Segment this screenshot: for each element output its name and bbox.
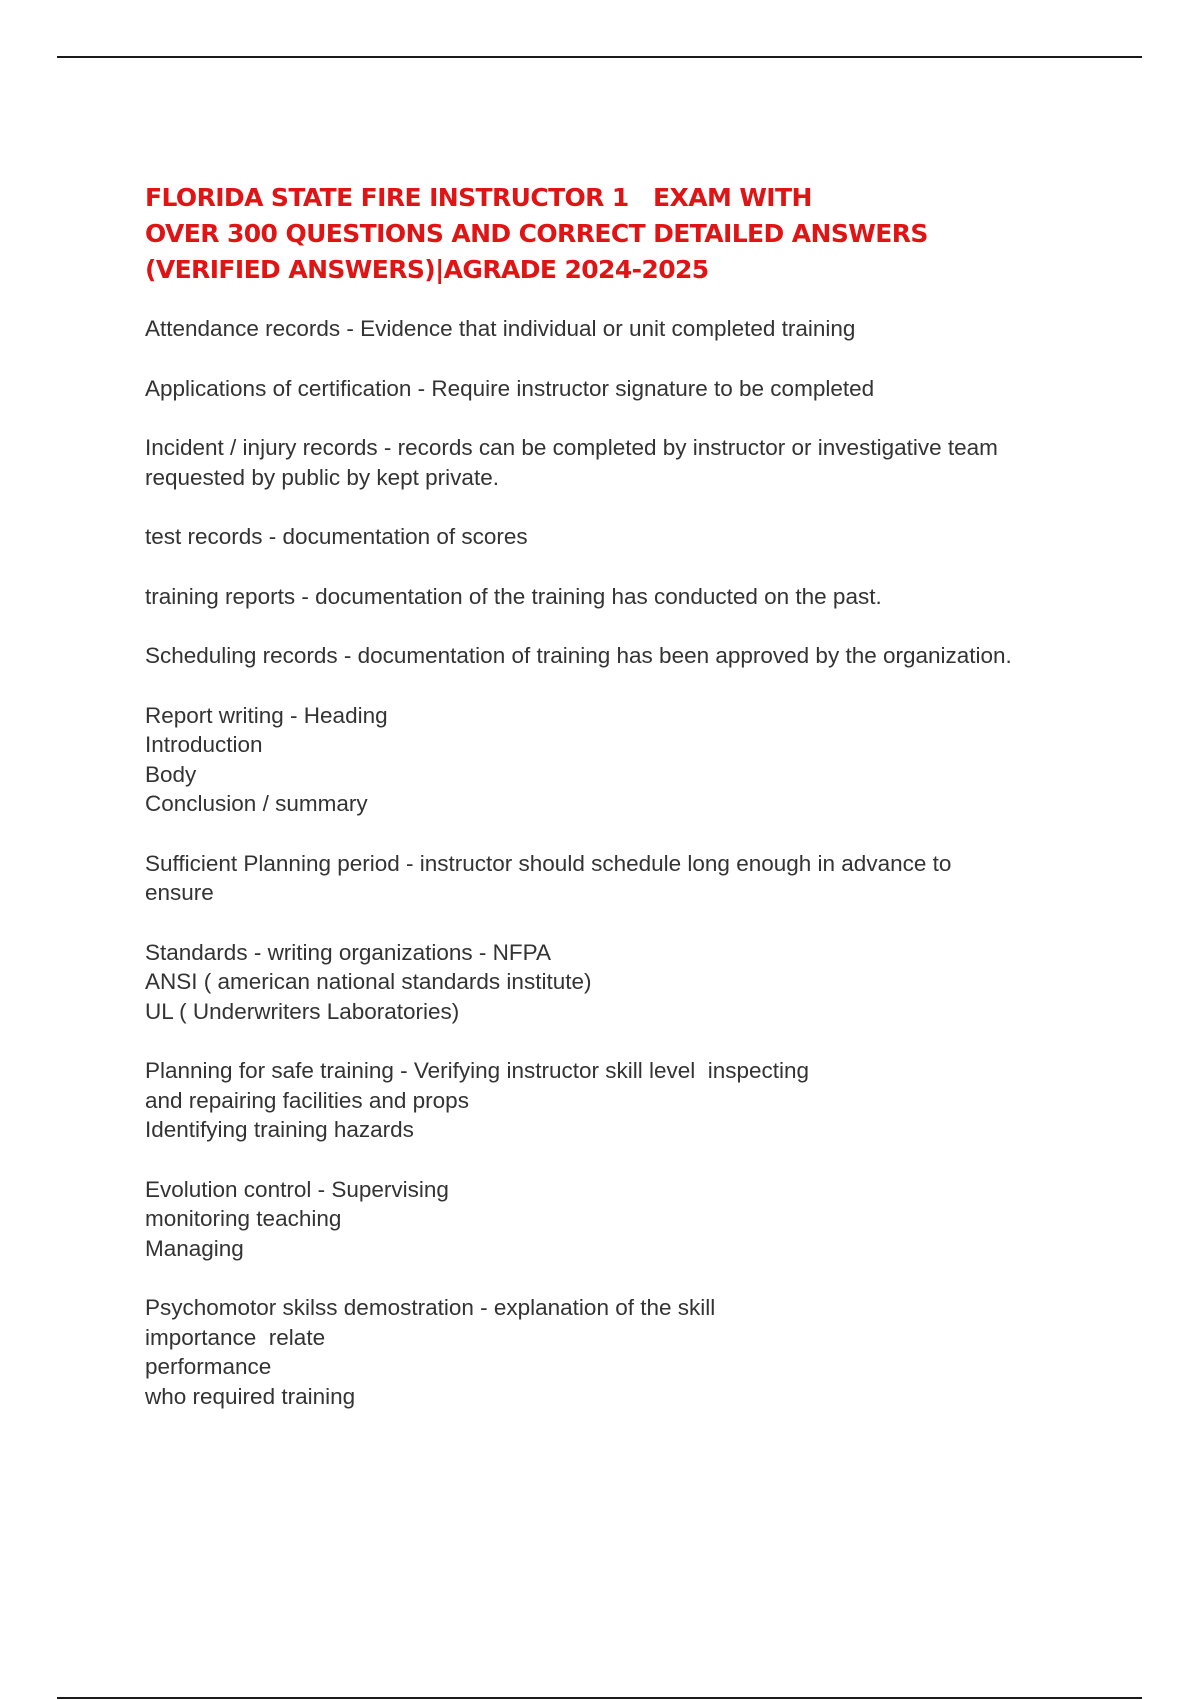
entry-term-line: Incident / injury records - records can be completed by instructor or investigative team [145, 435, 998, 460]
flashcard-entry [145, 849, 1095, 908]
entry-term-line: test records - documentation of scores [145, 524, 528, 549]
entry-term-line: Applications of certification - Require instructor signature to be completed [145, 375, 875, 401]
entry-definition-line: ANSI ( american national standards institute) [145, 969, 592, 994]
title-line: FLORIDA STATE FIRE INSTRUCTOR 1 EXAM WITH [145, 183, 812, 212]
flashcard-entry [145, 433, 1095, 492]
entry-term-line: Standards - writing organizations - NFPA [145, 939, 551, 965]
entry-term-line: Attendance records - Evidence that individual or unit completed training [145, 316, 856, 341]
entry-definition-line: who required training [145, 1383, 356, 1409]
bottom-divider [57, 1697, 1142, 1699]
entry-definition-line: monitoring teaching [145, 1206, 342, 1231]
flashcard-entry [145, 1056, 1095, 1145]
entry-definition-line: importance relate [145, 1324, 326, 1350]
entry-definition-line: Managing [145, 1235, 244, 1261]
entry-definition-line: Conclusion / summary [145, 791, 368, 816]
entry-definition-line: performance [145, 1354, 272, 1379]
entry-term-line: training reports - documentation of the training has conducted on the past. [145, 583, 882, 609]
document-body [145, 180, 1095, 1441]
entry-definition-line: UL ( Underwriters Laboratories) [145, 998, 460, 1024]
entry-definition-line: requested by public by kept private. [145, 464, 499, 490]
flashcard-entry [145, 1293, 1095, 1411]
title-line: OVER 300 QUESTIONS AND CORRECT DETAILED ANSWERS [145, 219, 928, 248]
flashcard-entry [145, 522, 1095, 552]
entry-definition-line: Body [145, 761, 197, 787]
entry-term-line: Sufficient Planning period - instructor should schedule long enough in advance to [145, 850, 952, 876]
flashcard-entry [145, 374, 1095, 404]
entry-definition-line: Introduction [145, 732, 263, 757]
document-title [145, 180, 1095, 288]
top-divider [57, 56, 1142, 58]
flashcard-entry [145, 938, 1095, 1027]
entry-term-line: Scheduling records - documentation of training has been approved by the organization. [145, 643, 1012, 668]
flashcard-list [145, 314, 1095, 1411]
entry-term-line: Psychomotor skilss demostration - explanation of the skill [145, 1295, 716, 1320]
entry-term-line: Report writing - Heading [145, 702, 388, 728]
entry-term-line: Planning for safe training - Verifying instructor skill level inspecting [145, 1058, 810, 1083]
flashcard-entry [145, 1175, 1095, 1264]
entry-definition-line: and repairing facilities and props [145, 1087, 469, 1113]
entry-definition-line: Identifying training hazards [145, 1117, 414, 1142]
flashcard-entry [145, 582, 1095, 612]
flashcard-entry [145, 314, 1095, 344]
entry-definition-line: ensure [145, 880, 214, 905]
entry-term-line: Evolution control - Supervising [145, 1176, 449, 1202]
flashcard-entry [145, 641, 1095, 671]
title-line: (VERIFIED ANSWERS)|AGRADE 2024-2025 [145, 255, 709, 284]
flashcard-entry [145, 701, 1095, 819]
